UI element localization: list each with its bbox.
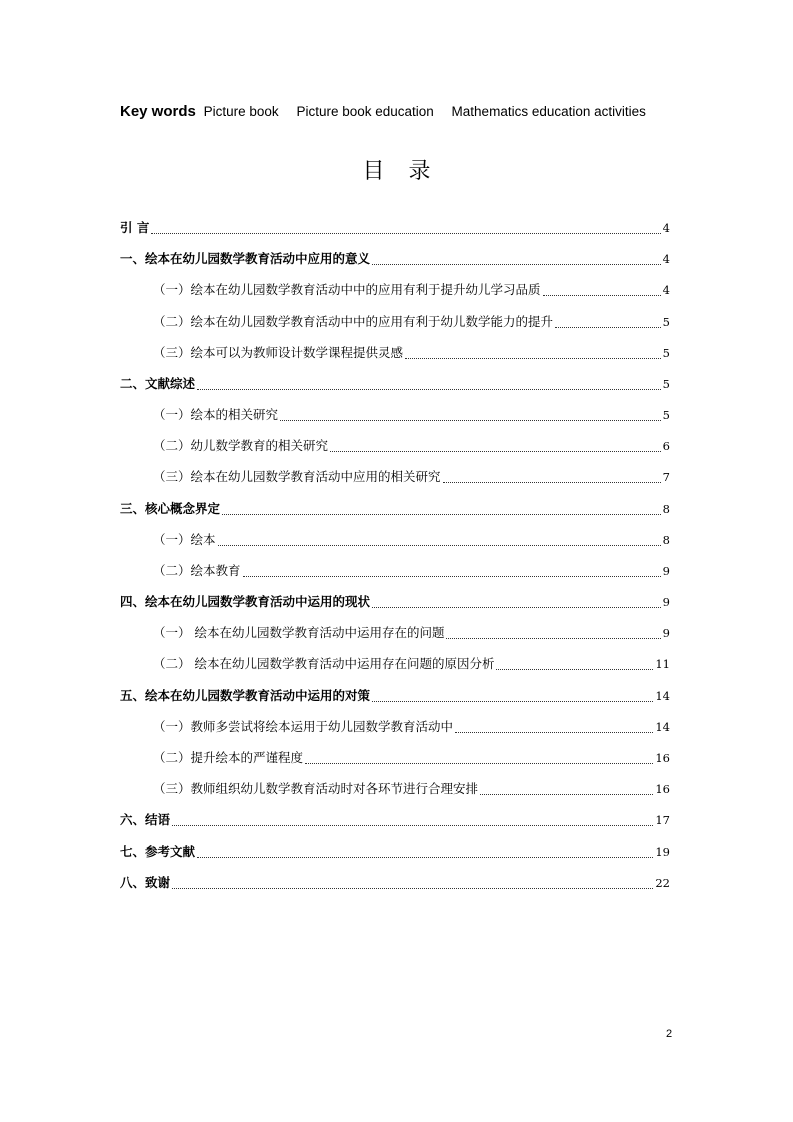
toc-entry[interactable] [153,467,670,487]
dot-leader [172,825,653,826]
toc-entry-page: 14 [655,689,670,703]
dot-leader [372,701,653,702]
toc-entry-title: （二）提升绘本的严谨程度 [153,750,304,765]
toc-entry-title: （三）绘本可以为教师设计数学课程提供灵感 [153,345,404,360]
toc-entry[interactable] [120,592,670,612]
dot-leader [405,358,661,359]
page-number: 2 [666,1028,673,1040]
toc-entry-page: 8 [662,502,670,516]
toc-entry[interactable] [120,249,670,269]
toc-entry-page: 4 [662,283,670,297]
toc-entry-page: 7 [662,470,670,484]
toc-entry-title: （三）教师组织幼儿数学教育活动时对各环节进行合理安排 [153,781,479,796]
toc-entry-title: 二、文献综述 [120,376,196,391]
toc-entry-page: 5 [662,408,670,422]
dot-leader [443,482,661,483]
toc-entry[interactable] [120,810,670,830]
dot-leader [197,857,653,858]
toc-entry-title: （二）幼儿数学教育的相关研究 [153,438,329,453]
keyword-item: Mathematics education activities [451,104,646,119]
dot-leader [543,295,661,296]
toc-entry-title: 八、致谢 [120,875,171,890]
keyword-item: Picture book [203,104,279,119]
keywords-label: Key words [120,103,196,120]
dot-leader [243,576,661,577]
toc-entry-title: 三、核心概念界定 [120,501,221,516]
toc-entry-page: 9 [662,564,670,578]
dot-leader [151,233,660,234]
dot-leader [330,451,661,452]
toc-entry[interactable] [153,779,670,799]
toc-entry-page: 4 [662,252,670,266]
toc-entry-page: 16 [655,751,670,765]
toc-entry-page: 19 [655,845,670,859]
toc-entry-title: （一）绘本的相关研究 [153,407,279,422]
toc-entry[interactable] [153,312,670,332]
toc-entry-page: 5 [662,346,670,360]
toc-entry-title: （二）绘本在幼儿园数学教育活动中中的应用有利于幼儿数学能力的提升 [153,314,554,329]
dot-leader [555,327,661,328]
dot-leader [222,514,661,515]
keyword-item: Picture book education [296,104,434,119]
toc-entry[interactable] [120,499,670,519]
toc-entry[interactable] [153,436,670,456]
dot-leader [480,794,653,795]
toc-entry[interactable] [153,748,670,768]
toc-entry[interactable] [153,623,670,643]
toc-entry-title: （一）教师多尝试将绘本运用于幼儿园数学教育活动中 [153,719,454,734]
toc-entry-title: （一） 绘本在幼儿园数学教育活动中运用存在的问题 [153,625,445,640]
toc-entry[interactable] [120,873,670,893]
toc-entry[interactable] [153,717,670,737]
toc-entry[interactable] [153,654,670,674]
toc-entry-page: 9 [662,595,670,609]
toc-entry-title: 引 言 [120,220,150,235]
toc-entry-title: 四、绘本在幼儿园数学教育活动中运用的现状 [120,594,371,609]
dot-leader [455,732,653,733]
toc-title: 目录 [362,159,455,184]
toc-entry-page: 14 [655,720,670,734]
toc-entry[interactable] [120,374,670,394]
dot-leader [172,888,653,889]
dot-leader [496,669,653,670]
toc-entry-title: 七、参考文献 [120,844,196,859]
toc-entry-page: 17 [655,813,670,827]
dot-leader [218,545,661,546]
toc-entry[interactable] [153,530,670,550]
dot-leader [305,763,653,764]
toc-entry-page: 5 [662,315,670,329]
dot-leader [372,264,661,265]
toc-entry[interactable] [120,842,670,862]
toc-entry-page: 8 [662,533,670,547]
toc-entry-page: 16 [655,782,670,796]
toc-entry-title: （一）绘本 [153,532,216,547]
toc-entry-page: 11 [655,657,670,671]
toc-entry-title: 五、绘本在幼儿园数学教育活动中运用的对策 [120,688,371,703]
toc-entry[interactable] [153,405,670,425]
dot-leader [372,607,661,608]
toc-entry-title: （一）绘本在幼儿园数学教育活动中中的应用有利于提升幼儿学习品质 [153,282,541,297]
toc-entry-page: 6 [662,439,670,453]
toc-entry-page: 22 [655,876,670,890]
toc-entry-page: 5 [662,377,670,391]
dot-leader [197,389,661,390]
toc-entry[interactable] [153,343,670,363]
toc-entry-title: 六、结语 [120,812,171,827]
toc-entry-title: （二）绘本教育 [153,563,241,578]
toc-entry[interactable] [153,280,670,300]
toc-entry[interactable] [153,561,670,581]
dot-leader [280,420,661,421]
toc-entry-title: （二） 绘本在幼儿园数学教育活动中运用存在问题的原因分析 [153,656,495,671]
toc-entry-title: （三）绘本在幼儿园数学教育活动中应用的相关研究 [153,469,441,484]
toc-entry-page: 9 [662,626,670,640]
toc-entry[interactable] [120,218,670,238]
toc-entry-page: 4 [662,221,670,235]
dot-leader [446,638,660,639]
toc-entry-title: 一、绘本在幼儿园数学教育活动中应用的意义 [120,251,371,266]
toc-entry[interactable] [120,686,670,706]
